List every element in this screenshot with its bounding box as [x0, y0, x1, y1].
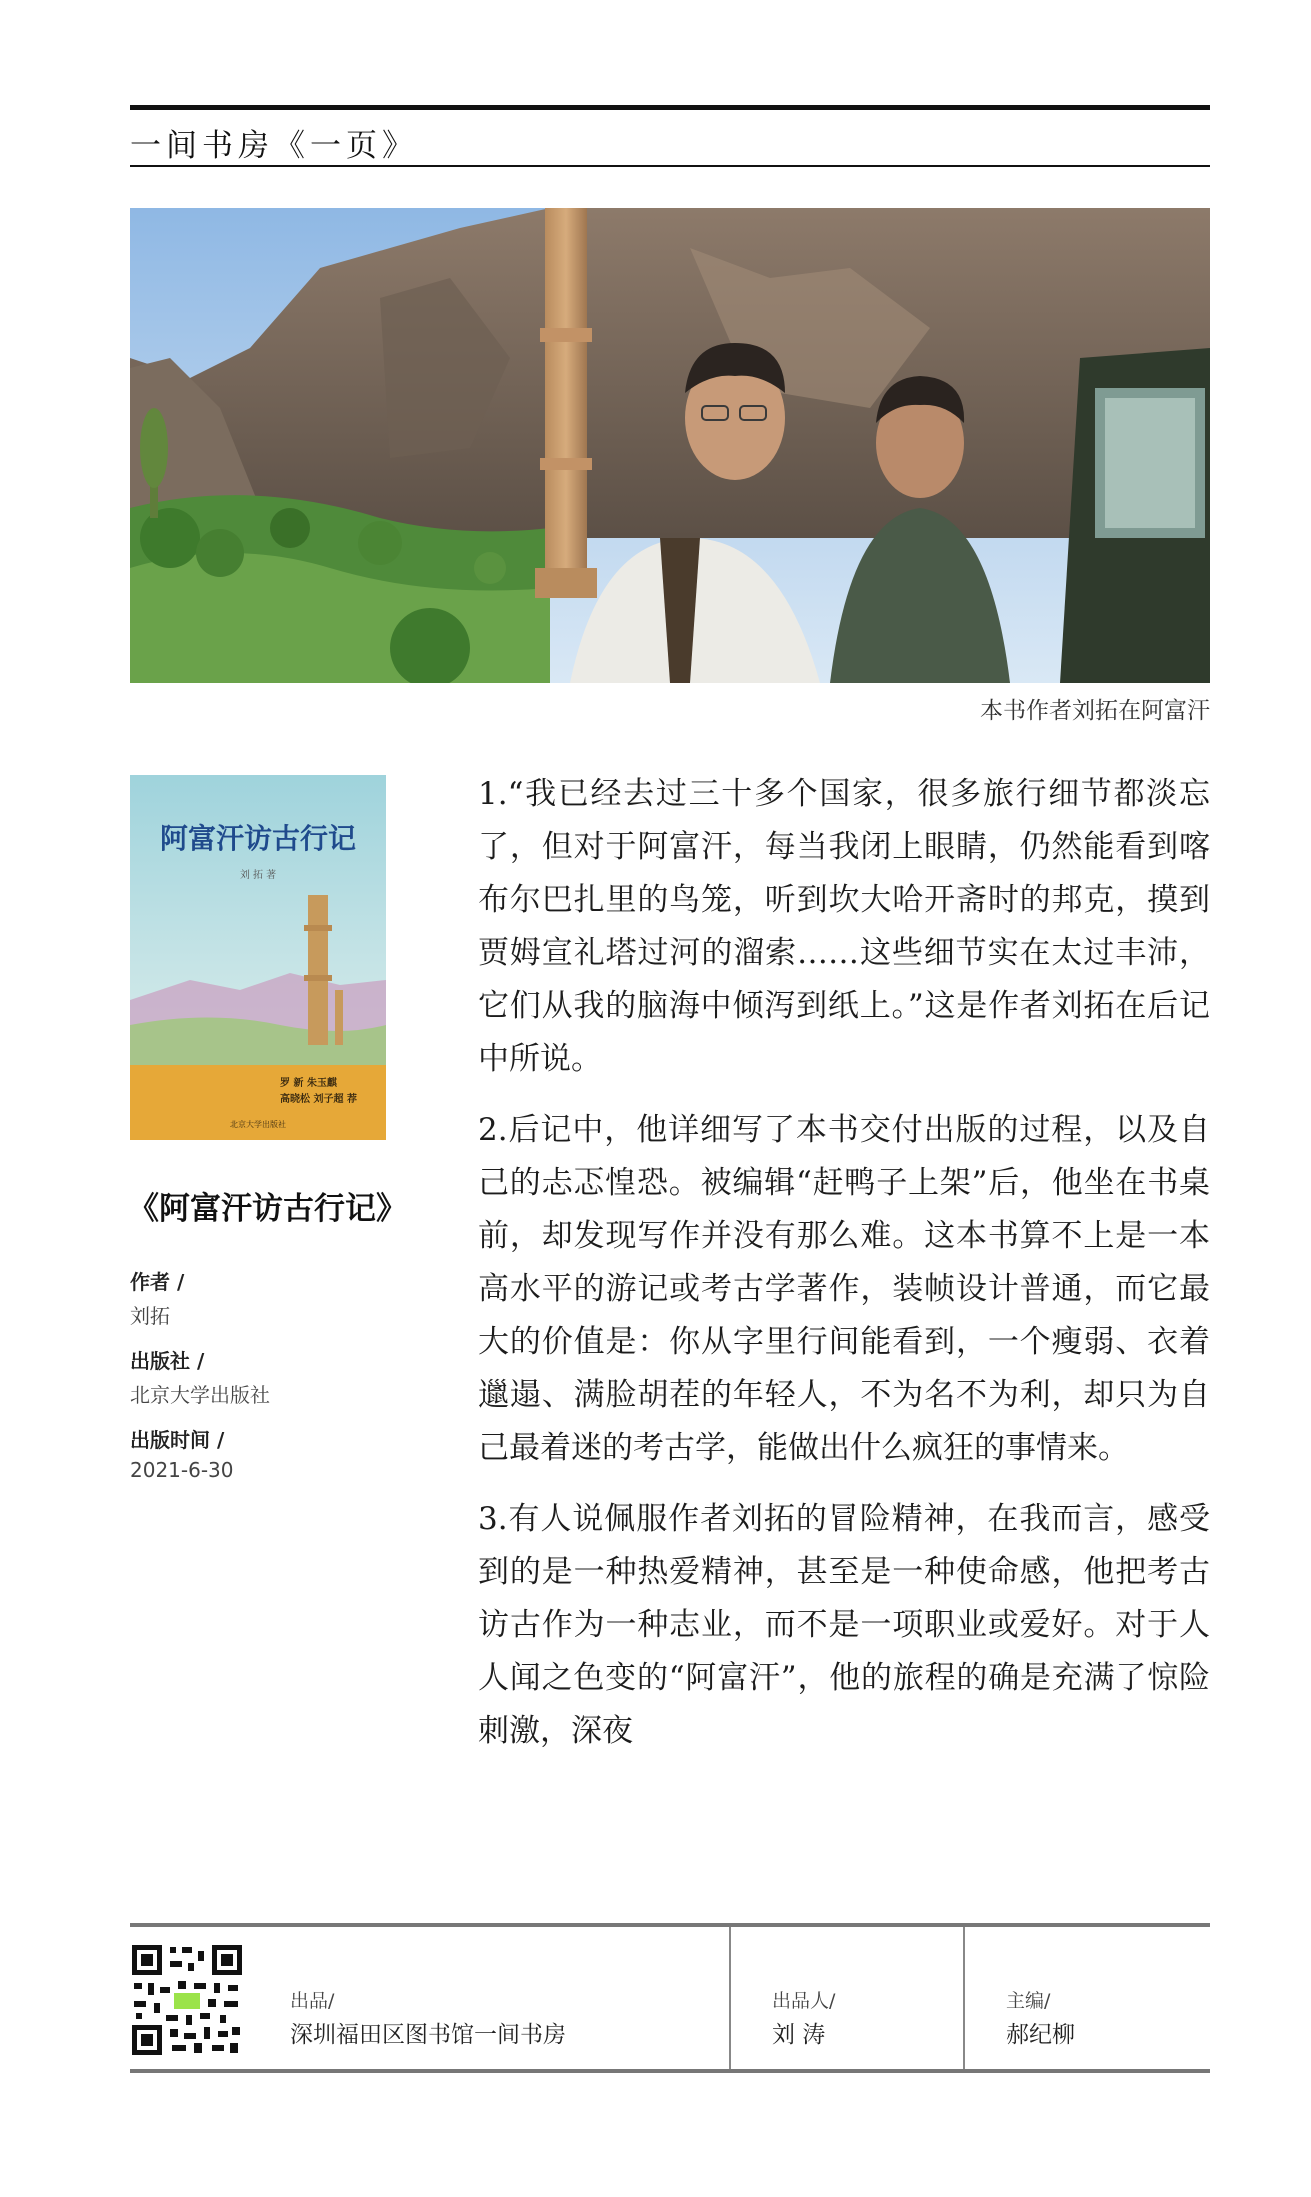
produced-by-value: 深圳福田区图书馆一间书房 [290, 2022, 566, 2048]
author-value: 刘拓 [130, 1304, 170, 1328]
footer-divider-2 [963, 1927, 965, 2069]
footer-divider-1 [729, 1927, 731, 2069]
book-title: 《阿富汗访古行记》 [128, 1191, 407, 1227]
paragraph-1: 1.“我已经去过三十多个国家，很多旅行细节都淡忘了，但对于阿富汗，每当我闭上眼睛，仍然能看到喀布尔巴扎里的鸟笼，听到坎大哈开斋时的邦克，摸到贾姆宣礼塔过河的溜索……这些细节实在太过丰沛，它们从我的脑海中倾泻到纸上。”这是作者刘拓在后记中所说。 [478, 776, 1210, 1077]
publish-date-value: 2021-6-30 [130, 1458, 234, 1482]
cover-publisher-mark: 北京大学出版社 [230, 1120, 286, 1129]
author-label: 作者 / [130, 1270, 185, 1294]
photo-caption: 本书作者刘拓在阿富汗 [980, 698, 1210, 724]
publish-date-label: 出版时间 / [130, 1428, 225, 1452]
cover-names-line2: 高晓松 刘子超 荐 [280, 1094, 357, 1105]
publisher-label: 出版社 / [130, 1349, 205, 1373]
header-bottom-rule [130, 165, 1210, 167]
qr-code-icon [130, 1943, 244, 2057]
footer-bottom-rule [130, 2069, 1210, 2073]
paragraph-2: 2.后记中，他详细写了本书交付出版的过程，以及自己的忐忑惶恐。被编辑“赶鸭子上架”后，他坐在书桌前，却发现写作并没有那么难。这本书算不上是一本高水平的游记或考古学著作，装帧设计普通，而它最大的价值是：你从字里行间能看到，一个瘦弱、衣着邋遢、满脸胡茬的年轻人，不为名不为利，却只为自己最着迷的考古学，能做出什么疯狂的事情来。 [478, 1112, 1210, 1466]
footer-top-rule [130, 1923, 1210, 1927]
cover-title-text: 阿富汗访古行记 [159, 822, 357, 855]
producer-value: 刘 涛 [772, 2022, 826, 2048]
chief-editor-label: 主编/ [1006, 1990, 1051, 2012]
paragraph-3: 3.有人说佩服作者刘拓的冒险精神，在我而言，感受到的是一种热爱精神，甚至是一种使命感，他把考古访古作为一种志业，而不是一项职业或爱好。对于人人闻之色变的“阿富汗”，他的旅程的确是充满了惊险刺激，深夜 [478, 1501, 1210, 1749]
publisher-value: 北京大学出版社 [130, 1383, 270, 1407]
article-body [478, 768, 1210, 1776]
cover-names-line1: 罗 新 朱玉麒 [280, 1078, 337, 1089]
producer-label: 出品人/ [772, 1990, 836, 2012]
author-photo [130, 208, 1210, 683]
cover-author-mark: 刘 拓 著 [239, 870, 277, 881]
chief-editor-value: 郝纪柳 [1006, 2022, 1075, 2048]
page-header-title: 一间书房《一页》 [130, 128, 418, 164]
book-cover-image [130, 775, 386, 1140]
header-top-rule [130, 105, 1210, 110]
produced-by-label: 出品/ [290, 1990, 335, 2012]
